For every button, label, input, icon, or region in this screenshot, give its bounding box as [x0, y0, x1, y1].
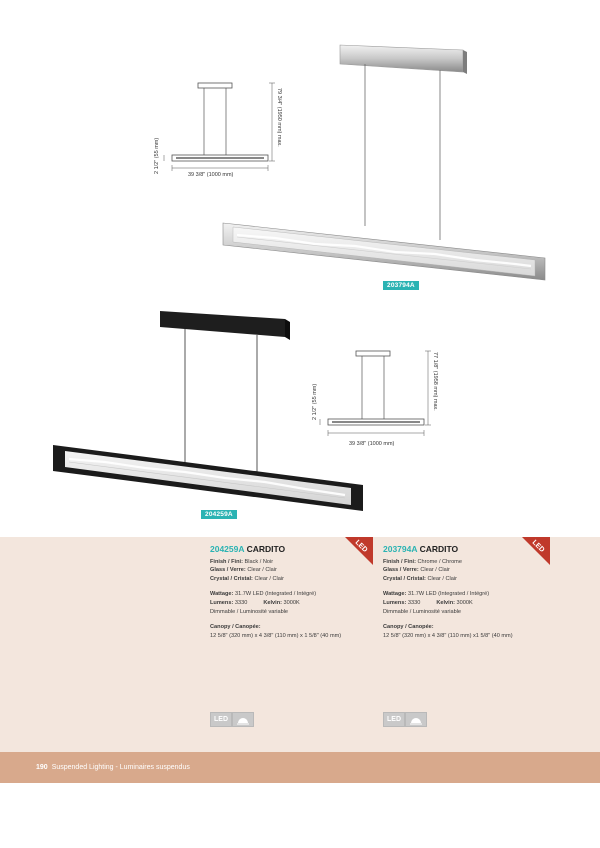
kelvin-label: Kelvin: [263, 599, 282, 606]
wattage-label: Wattage: [383, 591, 407, 598]
footer [36, 764, 190, 771]
dimmable-text: Dimmable / Luminosité variable [210, 608, 289, 615]
canopy-value: 12 5/8" (320 mm) x 4 3/8" (110 mm) x1 5/8" (40 mm) [383, 632, 513, 639]
product-name: CARDITO [246, 544, 286, 554]
led-badge-right-text: LED [530, 539, 546, 554]
kelvin-label: Kelvin: [436, 599, 455, 606]
glass-label: Glass / Verre: [383, 567, 419, 574]
product-tag-black: 204259A [201, 510, 237, 519]
chrome-fixture-illustration [215, 40, 550, 285]
canopy-label: Canopy / Canopée: [210, 624, 261, 631]
product-title [210, 545, 375, 554]
dimension-drawing-black [312, 345, 447, 445]
page-number: 190 [36, 764, 48, 771]
kelvin-value: 3000K [456, 599, 473, 606]
finish-label: Finish / Fini: [383, 558, 416, 565]
led-feature-icon: LED [383, 712, 405, 727]
product-code: 204259A [210, 544, 245, 554]
dimmable-feature-icon [405, 712, 427, 727]
glass-value: Clear / Clair [247, 567, 277, 574]
crystal-value: Clear / Clair [254, 575, 284, 582]
section-title: Suspended Lighting - Luminaires suspendus [51, 764, 190, 771]
dimension-height-label-2: 77 1/8" (1958 mm) max. [432, 352, 438, 411]
product-title [383, 545, 548, 554]
dimension-depth-label: 2 1/2" (55 mm) [154, 137, 160, 174]
product-name: CARDITO [419, 544, 459, 554]
lumens-label: Lumens: [210, 599, 234, 606]
wattage-value: 31.7W LED (Integrated / Intégré) [407, 591, 490, 598]
finish-value: Black / Noir [244, 558, 274, 565]
wattage-value: 31.7W LED (Integrated / Intégré) [234, 591, 317, 598]
finish-label: Finish / Fini: [210, 558, 243, 565]
product-tag-chrome: 203794A [383, 281, 419, 290]
product-code: 203794A [383, 544, 418, 554]
dimmable-feature-icon [232, 712, 254, 727]
dimmable-text: Dimmable / Luminosité variable [383, 608, 462, 615]
dimension-height-label: 79 3/4" (1950 mm) max. [276, 88, 282, 147]
wattage-label: Wattage: [210, 591, 234, 598]
crystal-value: Clear / Clair [427, 575, 457, 582]
canopy-value: 12 5/8" (320 mm) x 4 3/8" (110 mm) x 1 5/8" (40 mm) [210, 632, 342, 639]
led-feature-icon: LED [210, 712, 232, 727]
dimension-depth-label-2: 2 1/2" (55 mm) [312, 383, 318, 420]
finish-value: Chrome / Chrome [417, 558, 462, 565]
product-spec-204259A [210, 545, 375, 640]
lumens-value: 3330 [407, 599, 421, 606]
glass-label: Glass / Verre: [210, 567, 246, 574]
product-spec-203794A [383, 545, 548, 640]
dimension-width-label: 39 3/8" (1000 mm) [188, 172, 234, 178]
lumens-label: Lumens: [383, 599, 407, 606]
lumens-value: 3330 [234, 599, 248, 606]
crystal-label: Crystal / Cristal: [383, 575, 426, 582]
crystal-label: Crystal / Cristal: [210, 575, 253, 582]
glass-value: Clear / Clair [420, 567, 450, 574]
canopy-label: Canopy / Canopée: [383, 624, 434, 631]
kelvin-value: 3000K [283, 599, 300, 606]
led-badge-left-text: LED [353, 539, 369, 554]
dimension-width-label-2: 39 3/8" (1000 mm) [349, 441, 395, 447]
